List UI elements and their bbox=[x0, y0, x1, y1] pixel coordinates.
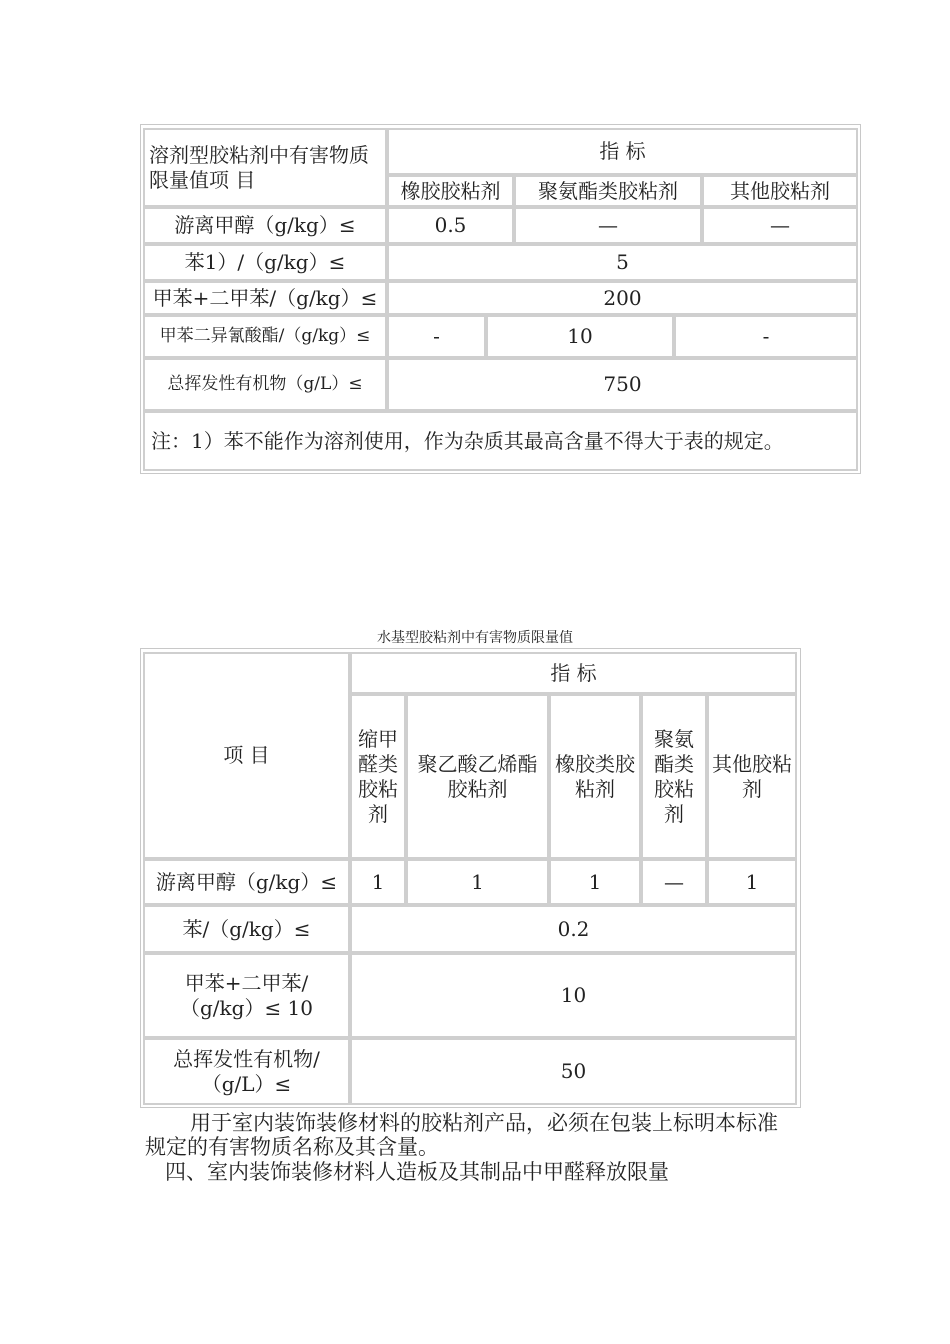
table2-cell: 1 bbox=[707, 859, 797, 905]
table1-note: 注：1）苯不能作为溶剂使用，作为杂质其最高含量不得大于表的规定。 bbox=[143, 411, 858, 471]
table2-header-label: 项 目 bbox=[143, 652, 350, 859]
table1-cell: 750 bbox=[387, 358, 858, 411]
table1-col-header-rubber: 橡胶胶粘剂 bbox=[387, 175, 514, 207]
table2-cell: 0.2 bbox=[350, 905, 797, 953]
table1-header-label: 溶剂型胶粘剂中有害物质限量值项 目 bbox=[143, 128, 387, 207]
table1-row-label: 总挥发性有机物（g/L）≤ bbox=[143, 358, 387, 411]
table2-cell: 10 bbox=[350, 953, 797, 1038]
table1-cell: 10 bbox=[486, 315, 674, 358]
table1-header-index: 指 标 bbox=[387, 128, 858, 175]
table2-col-header: 缩甲醛类胶粘剂 bbox=[350, 694, 406, 859]
table2-header-index: 指 标 bbox=[350, 652, 797, 694]
paragraph-line-1: 用于室内装饰装修材料的胶粘剂产品，必须在包装上标明本标准 bbox=[190, 1111, 778, 1135]
table2-row-label: 游离甲醇（g/kg）≤ bbox=[143, 859, 350, 905]
table2-cell: 50 bbox=[350, 1038, 797, 1105]
table2-col-header: 其他胶粘剂 bbox=[707, 694, 797, 859]
table1-row-label: 甲苯+二甲苯/（g/kg）≤ bbox=[143, 281, 387, 315]
table1-cell: - bbox=[387, 315, 486, 358]
table2-cell: — bbox=[641, 859, 707, 905]
table2-col-header: 橡胶类胶粘剂 bbox=[549, 694, 641, 859]
table1-col-header-polyurethane: 聚氨酯类胶粘剂 bbox=[514, 175, 702, 207]
table1-col-header-other: 其他胶粘剂 bbox=[702, 175, 858, 207]
table1-row-label: 游离甲醇（g/kg）≤ bbox=[143, 207, 387, 244]
table2-cell: 1 bbox=[350, 859, 406, 905]
table2-row-label: 苯/（g/kg）≤ bbox=[143, 905, 350, 953]
table2-row-label: 甲苯+二甲苯/（g/kg）≤ 10 bbox=[143, 953, 350, 1038]
table1-cell: — bbox=[514, 207, 702, 244]
table1-cell: - bbox=[674, 315, 858, 358]
section-heading: 四、室内装饰装修材料人造板及其制品中甲醛释放限量 bbox=[165, 1160, 669, 1184]
table2-col-header: 聚乙酸乙烯酯胶粘剂 bbox=[406, 694, 549, 859]
table1-row-label: 苯1）/（g/kg）≤ bbox=[143, 244, 387, 281]
table2-caption: 水基型胶粘剂中有害物质限量值 bbox=[377, 630, 573, 646]
paragraph-line-2: 规定的有害物质名称及其含量。 bbox=[145, 1135, 439, 1159]
table2-cell: 1 bbox=[406, 859, 549, 905]
table1-row-label: 甲苯二异氰酸酯/（g/kg）≤ bbox=[143, 315, 387, 358]
table2-col-header: 聚氨酯类胶粘剂 bbox=[641, 694, 707, 859]
table1-cell: — bbox=[702, 207, 858, 244]
table2-cell: 1 bbox=[549, 859, 641, 905]
table1-cell: 200 bbox=[387, 281, 858, 315]
table1-cell: 0.5 bbox=[387, 207, 514, 244]
table2-row-label: 总挥发性有机物/（g/L）≤ bbox=[143, 1038, 350, 1105]
table1-cell: 5 bbox=[387, 244, 858, 281]
